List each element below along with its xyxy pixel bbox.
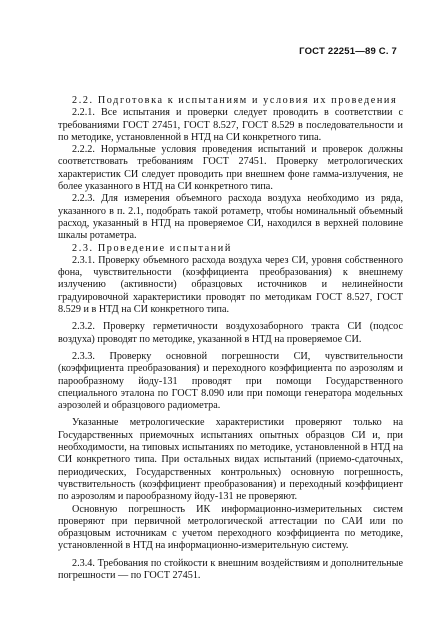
paragraph-2-3-1: 2.3.1. Проверку объемного расхода воздуха через СИ, уровня собственного фона, чувствительности (коэффициента преобразования) к внешнему излучению (активности) образцовых источников и нелинейности градуировочной характеристики проводят по методикам ГОСТ 8.527, ГОСТ 8.529 и в НТД на СИ конкретного типа. [58,254,403,316]
paragraph-2-3-3: 2.3.3. Проверку основной погрешности СИ, чувствительности (коэффициента преобразования) и переходного коэффициента по аэрозолям и парообразному йоду-131 проводят при помощи Государственного специального эталона по ГОСТ 8.090 или при помощи генератора модельных аэрозолей и образцового радиометра. [58,350,403,412]
page-header-standard-ref: ГОСТ 22251—89 С. 7 [299,46,397,57]
paragraph-2-2-3: 2.2.3. Для измерения объемного расхода воздуха необходимо из ряда, указанного в п. 2.1, подобрать такой ротаметр, чтобы номинальный объемный расход, указанный в НТД на проверяемое СИ, находился в верхней половине шкалы ротаметра. [58,193,403,242]
section-heading-2-3: 2.3. Проведение испытаний [72,242,232,254]
paragraph-2-2-1: 2.2.1. Все испытания и проверки следует проводить в соответствии с требованиями ГОСТ 27451, ГОСТ 8.527, ГОСТ 8.529 в последовательности и по методике, установленной в НТД на СИ конкретного типа. [58,107,403,143]
paragraph-2-2-2: 2.2.2. Нормальные условия проведения испытаний и проверок должны соответствовать требованиям ГОСТ 27451. Проверку метрологических характеристик СИ следует проводить при внешнем фоне гамма-излучения, не более указанного в НТД на СИ конкретного типа. [58,144,403,193]
paragraph-2-3-4: 2.3.4. Требования по стойкости к внешним воздействиям и дополнительные погрешности — по ГОСТ 27451. [58,557,403,581]
paragraph-ik-systems: Основную погрешность ИК информационно-измерительных систем проверяют при первичной метрологической аттестации по САИ или по образцовым источникам с учетом переходного коэффициента по методике, установленной в НТД на информационно-измерительную систему. [58,503,403,552]
paragraph-2-3-2: 2.3.2. Проверку герметичности воздухозаборного тракта СИ (подсос воздуха) проводят по методике, указанной в НТД на проверяемое СИ. [58,321,403,345]
document-body [58,95,403,582]
section-heading-2-2: 2.2. Подготовка к испытаниям и условия их проведения [72,95,398,106]
paragraph-test-scope: Указанные метрологические характеристики проверяют только на Государственных приемочных испытаниях опытных образцов СИ и, при необходимости, на типовых испытаниях по методике, установленной в НТД на СИ конкретного типа. При остальных видах испытаний (приемо-сдаточных, периодических, Государственных контрольных) основную погрешность, чувствительность (коэффициент преобразования) и переходный коэффициент по аэрозолям и парообразному йоду-131 не проверяют. [58,417,403,503]
